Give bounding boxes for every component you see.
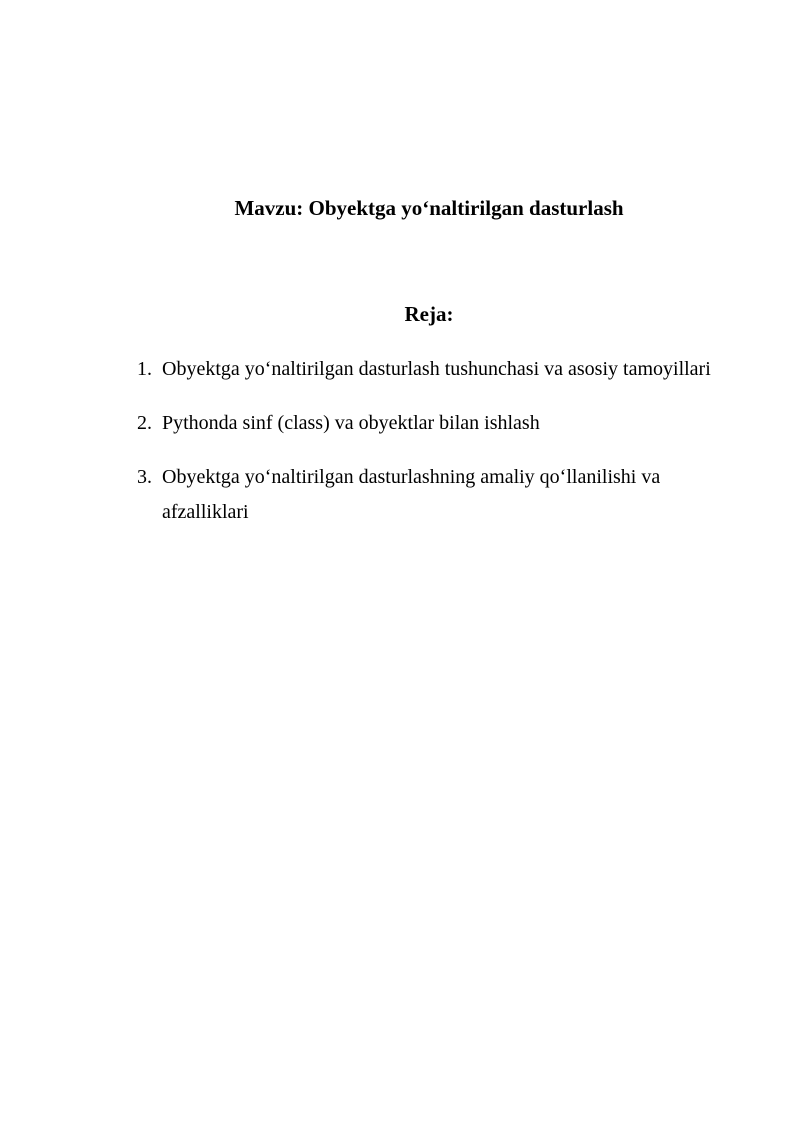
plan-item-text: Obyektga yo‘naltirilgan dasturlash tushunchasi va asosiy tamoyillari	[162, 358, 711, 380]
plan-item	[137, 460, 717, 530]
plan-item-number: 3.	[137, 466, 152, 488]
plan-list	[137, 352, 717, 549]
document-title: Mavzu: Obyektga yo‘naltirilgan dasturlash	[234, 196, 624, 220]
plan-item-number: 2.	[137, 412, 152, 434]
plan-item-number: 1.	[137, 358, 152, 380]
plan-item	[137, 406, 717, 441]
plan-item	[137, 352, 717, 387]
plan-item-text: Pythonda sinf (class) va obyektlar bilan ishlash	[162, 412, 540, 434]
plan-heading: Reja:	[404, 302, 454, 326]
plan-item-text: Obyektga yo‘naltirilgan dasturlashning amaliy qo‘llanilishi va afzalliklari	[162, 466, 661, 523]
